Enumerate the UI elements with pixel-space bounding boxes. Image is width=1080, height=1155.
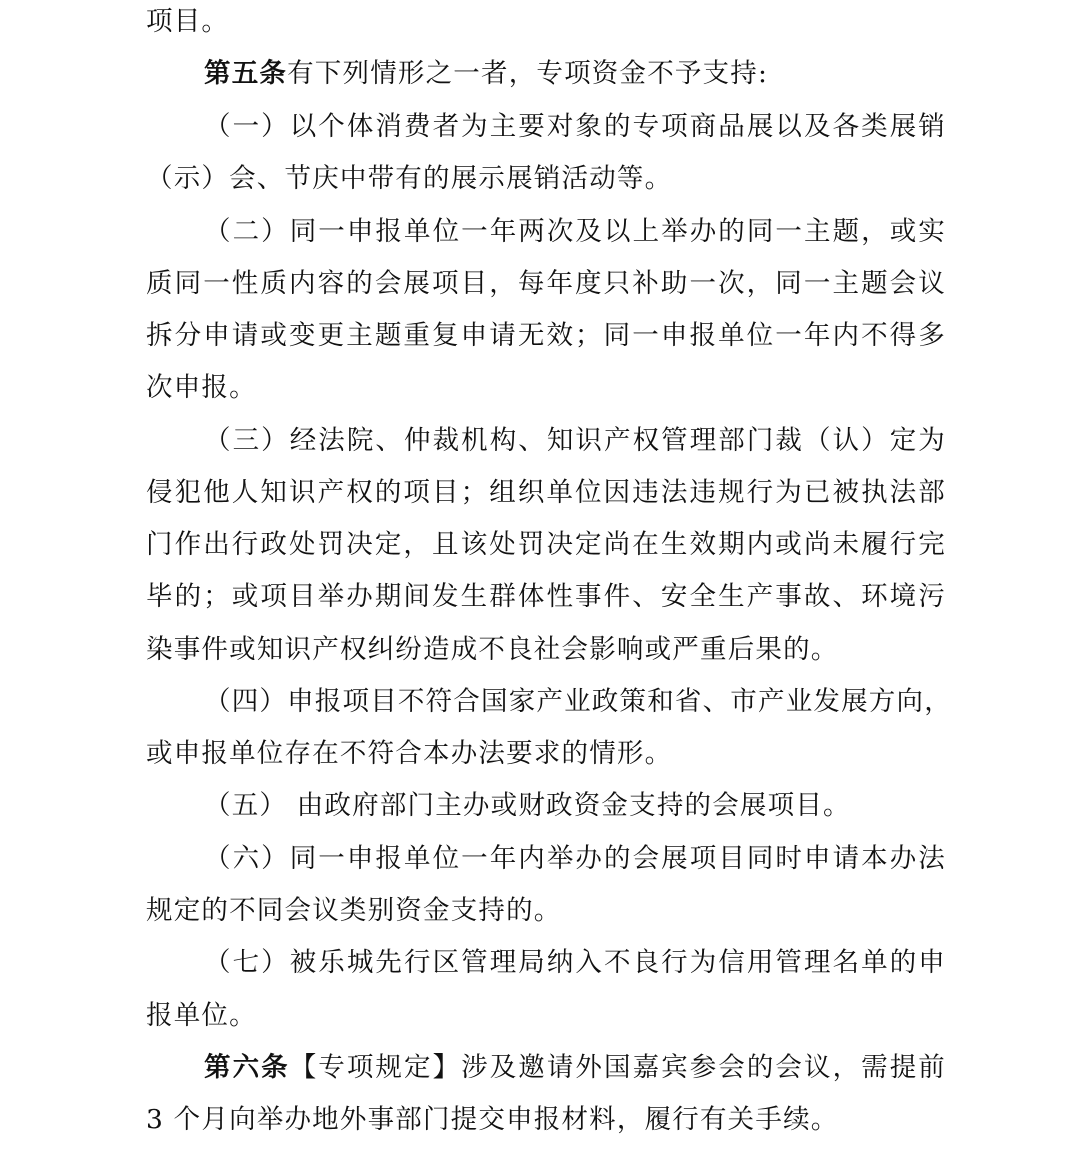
article-number: 第六条 xyxy=(204,1052,290,1083)
text-line: （示）会、节庆中带有的展示展销活动等。 xyxy=(146,163,673,194)
text-line: （二）同一申报单位一年两次及以上举办的同一主题，或实 xyxy=(204,216,946,247)
text-line: 毕的；或项目举办期间发生群体性事件、安全生产事故、环境污 xyxy=(146,581,946,612)
article-6-heading: 第六条【专项规定】涉及邀请外国嘉宾参会的会议，需提前 xyxy=(204,1052,946,1083)
text-line: 项目。 xyxy=(146,6,230,37)
text-line: （一）以个体消费者为主要对象的专项商品展以及各类展销 xyxy=(204,111,946,142)
text-line: 门作出行政处罚决定，且该处罚决定尚在生效期内或尚未履行完 xyxy=(146,529,946,560)
text-line: 或申报单位存在不符合本办法要求的情形。 xyxy=(146,738,673,769)
text-line: 拆分申请或变更主题重复申请无效；同一申报单位一年内不得多 xyxy=(146,320,946,351)
text-line: （七）被乐城先行区管理局纳入不良行为信用管理名单的申 xyxy=(204,947,946,978)
text-line: 报单位。 xyxy=(146,1000,257,1031)
text-line: 3 个月向举办地外事部门提交申报材料，履行有关手续。 xyxy=(146,1104,839,1135)
text-line: 质同一性质内容的会展项目，每年度只补助一次，同一主题会议 xyxy=(146,268,946,299)
article-5-heading: 第五条有下列情形之一者，专项资金不予支持: xyxy=(204,58,769,89)
text-line: （六）同一申报单位一年内举办的会展项目同时申请本办法 xyxy=(204,843,946,874)
text-line: 次申报。 xyxy=(146,372,257,403)
text-line: （四）申报项目不符合国家产业政策和省、市产业发展方向， xyxy=(204,686,952,717)
article-number: 第五条 xyxy=(204,58,288,89)
text-line: （五） 由政府部门主办或财政资金支持的会展项目。 xyxy=(204,790,851,821)
text-line: 侵犯他人知识产权的项目；组织单位因违法违规行为已被执法部 xyxy=(146,477,946,508)
text-line: 规定的不同会议类别资金支持的。 xyxy=(146,895,562,926)
text-line: 染事件或知识产权纠纷造成不良社会影响或严重后果的。 xyxy=(146,634,839,665)
text-line: （三）经法院、仲裁机构、知识产权管理部门裁（认）定为 xyxy=(204,425,946,456)
